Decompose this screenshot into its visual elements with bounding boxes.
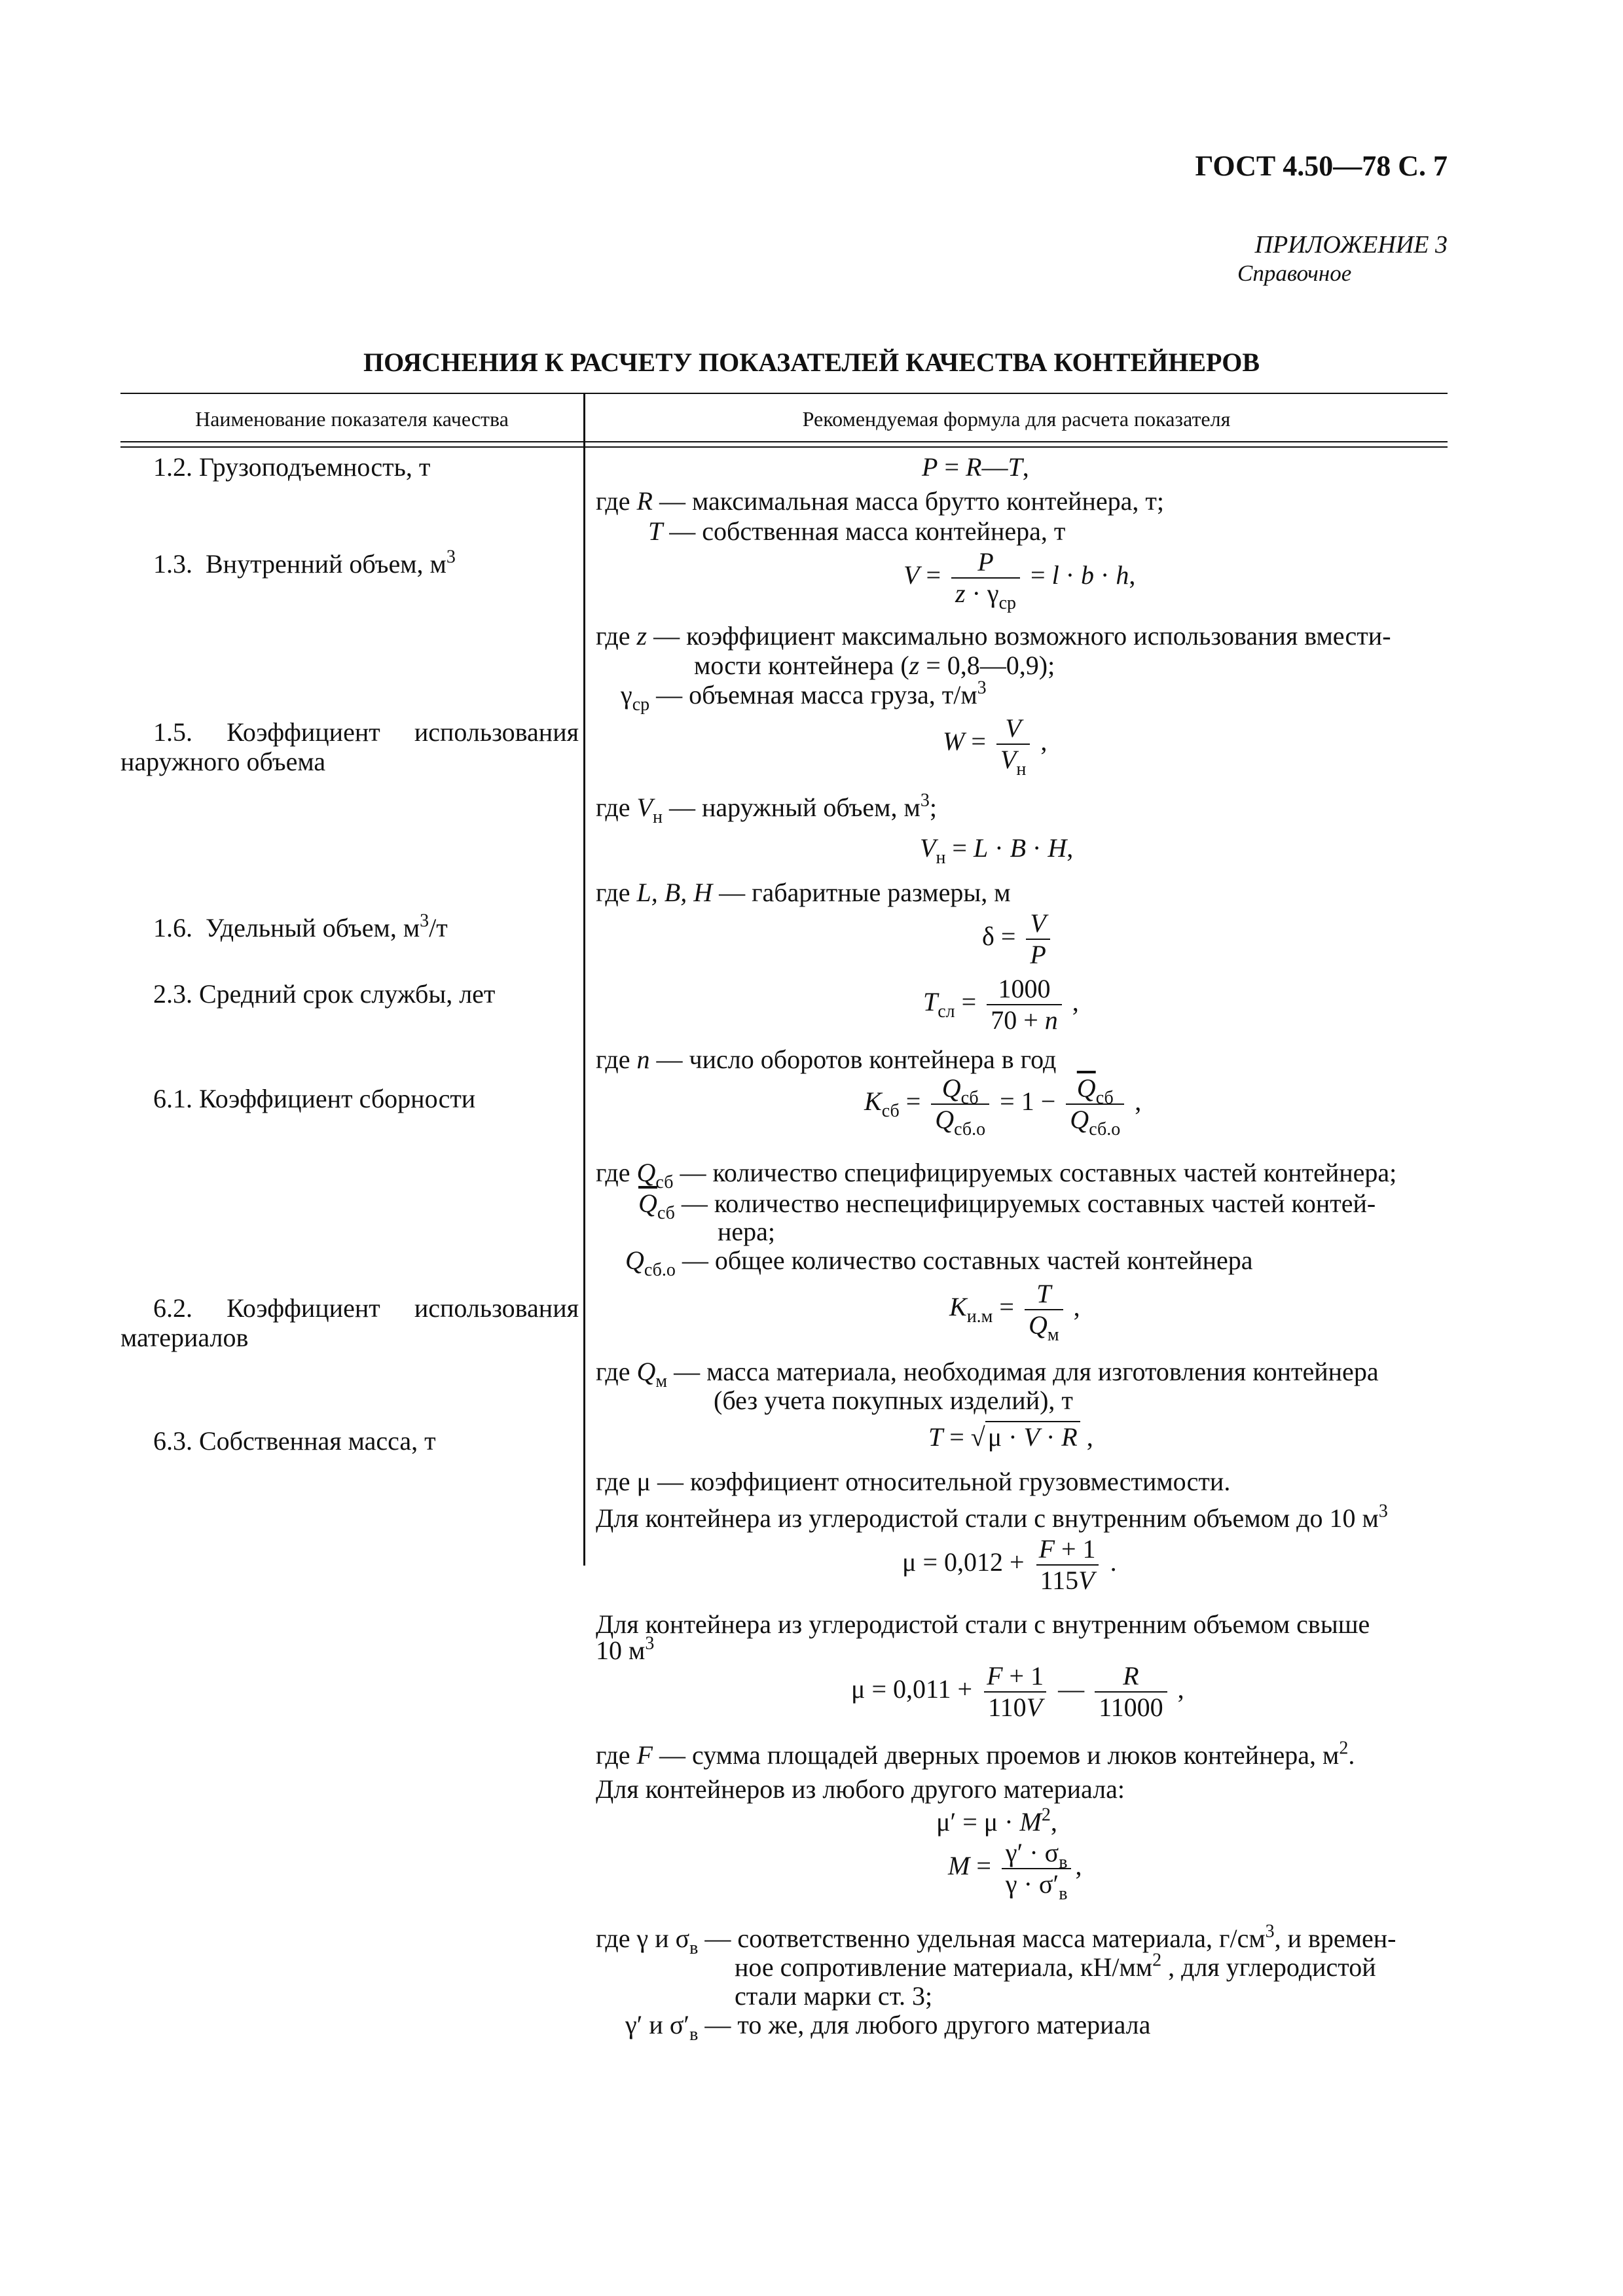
- indicator-1-3: 1.3. Внутренний объем, $м^3$: [153, 547, 456, 579]
- indicator-6-1: 6.1. Коэффициент сборности: [153, 1084, 476, 1113]
- indicator-1-5-line2: наружного объема: [120, 747, 326, 776]
- formula-m: M = $\frac{\gamma' \cdot \sigma_в}{\gamma \cdot \sigma'_в}$ ,: [948, 1838, 1082, 1904]
- formula-internal-volume: V = $\frac{P}{z \cdot \gamma_{ср}}$ = l · b · h,: [903, 547, 1136, 613]
- where-z-line2: мости контейнера (z = 0,8—0,9);: [694, 651, 1055, 680]
- case-carbon-steel-over-10-line2: 10 $м^3$: [596, 1633, 655, 1665]
- where-f: где F — сумма площадей дверных проемов и люков контейнера, $м^2$.: [596, 1738, 1355, 1770]
- where-vn: где $V_н$ — наружный объем, $м^3$;: [596, 790, 937, 827]
- where-t: T — собственная масса контейнера, т: [648, 516, 1066, 546]
- column-header-formula: Рекомендуемая формула для расчета показателя: [802, 407, 1231, 431]
- where-qsb: где $Q_{сб}$ — количество специфицируемых составных частей контейнера;: [596, 1158, 1397, 1193]
- column-header-indicator: Наименование показателя качества: [195, 407, 509, 431]
- formula-external-volume-coef: W = $\frac{V}{V_н}$ ,: [943, 713, 1048, 780]
- case-carbon-steel-up-to-10: Для контейнера из углеродистой стали с внутренним объемом до 10 $м^3$: [596, 1501, 1388, 1533]
- case-other-material: Для контейнеров из любого другого материала:: [596, 1774, 1125, 1804]
- where-qsb-bar-line1: $\overline{Q}_{сб}$ — количество неспецифицируемых составных частей контей-: [638, 1189, 1376, 1223]
- table-header-rule-double: [120, 446, 1448, 448]
- where-mu: где μ — коэффициент относительной грузовместимости.: [596, 1467, 1231, 1496]
- document-code: ГОСТ 4.50—78 С. 7: [1195, 150, 1448, 182]
- where-lbh: где L, B, H — габаритные размеры, м: [596, 878, 1011, 907]
- indicator-6-2-line1: 6.2. Коэффициент использования: [153, 1293, 579, 1323]
- where-qsbo: $Q_{сб.о}$ — общее количество составных частей контейнера: [625, 1246, 1253, 1280]
- indicator-6-3: 6.3. Собственная масса, т: [153, 1426, 436, 1456]
- table-header-rule: [120, 441, 1448, 442]
- where-gamma-sigma-line1: где γ и $\sigma_в$ — соответственно удельная масса материала, $г/см^3$, и времен-: [596, 1921, 1396, 1958]
- case-carbon-steel-over-10-line1: Для контейнера из углеродистой стали с внутренним объемом свыше: [596, 1609, 1370, 1639]
- formula-material-coef: $K_{и.м}$ = $\frac{T}{Q_м}$ ,: [949, 1279, 1080, 1345]
- indicator-1-6: 1.6. Удельный объем, $м^3/т$: [153, 910, 448, 942]
- indicator-1-5-line1: 1.5. Коэффициент использования: [153, 717, 579, 747]
- formula-vn: $V_н = L \cdot B \cdot H$,: [920, 833, 1074, 868]
- formula-own-mass: T = √ μ · V · R ,: [928, 1422, 1093, 1452]
- indicator-1-2: 1.2. Грузоподъемность, т: [153, 452, 431, 482]
- where-qm-line2: (без учета покупных изделий), т: [714, 1386, 1073, 1415]
- where-qsb-bar-line2: нера;: [718, 1217, 776, 1246]
- formula-specific-volume: δ = $\frac{V}{P}$: [982, 910, 1054, 969]
- where-n: где n — число оборотов контейнера в год: [596, 1045, 1057, 1074]
- indicator-2-3: 2.3. Средний срок службы, лет: [153, 979, 496, 1009]
- document-title: ПОЯСНЕНИЯ К РАСЧЕТУ ПОКАЗАТЕЛЕЙ КАЧЕСТВА КОНТЕЙНЕРОВ: [363, 348, 1260, 377]
- formula-service-life: $T_{сл}$ = $\frac{1000}{70 + n}$ ,: [923, 974, 1079, 1035]
- appendix-type: Справочное: [1237, 260, 1352, 286]
- where-z-line1: где z — коэффициент максимально возможного использования вмести-: [596, 621, 1391, 651]
- appendix-number: ПРИЛОЖЕНИЕ 3: [1254, 231, 1448, 259]
- where-gamma-sigma-line3: стали марки ст. 3;: [735, 1981, 933, 2011]
- indicator-6-2-line2: материалов: [120, 1323, 249, 1352]
- table-top-rule: [120, 393, 1448, 394]
- where-gamma: $\gamma_{ср}$ — объемная масса груза, $т/м^3$: [621, 677, 987, 715]
- formula-mu-large: μ = 0,011 + $\frac{F + 1}{110V}$ — $\frac{R}{11000}$ ,: [851, 1661, 1184, 1722]
- where-gamma-prime: γ′ и $\sigma'_в$ — то же, для любого другого материала: [625, 2010, 1151, 2045]
- formula-mu-small: μ = 0,012 + $\frac{F + 1}{115V}$ .: [902, 1534, 1117, 1595]
- formula-mu-prime: $\mu' = \mu \cdot M^2$,: [936, 1804, 1057, 1837]
- formula-load-capacity: P = R—T,: [922, 452, 1029, 482]
- where-gamma-sigma-line2: ное сопротивление материала, $кН/мм^2$ , для углеродистой: [735, 1950, 1376, 1982]
- formula-assembly-coef: $K_{сб}$ = $\frac{Q_{сб}}{Q_{сб.о}}$ = 1 − $\frac{\overline{Q}_{сб}}{Q_{сб.о}}$ ,: [864, 1073, 1142, 1139]
- where-r: где R — максимальная масса брутто контейнера, т;: [596, 486, 1165, 516]
- table-column-divider: [583, 393, 585, 1566]
- where-qm-line1: где $Q_м$ — масса материала, необходимая для изготовления контейнера: [596, 1357, 1379, 1391]
